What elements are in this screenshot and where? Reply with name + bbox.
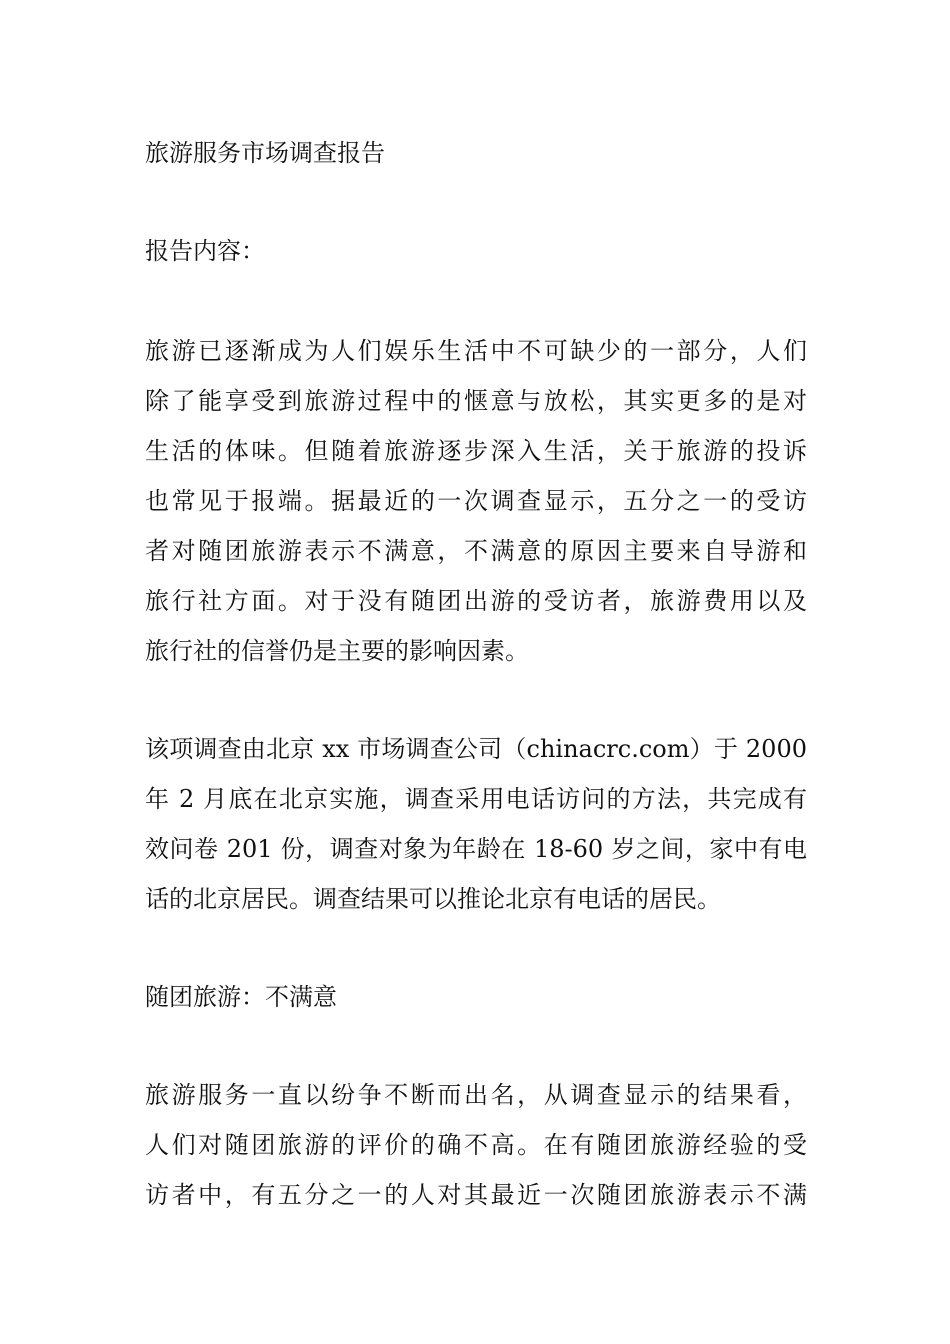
paragraph-line: 也常见于报端。据最近的一次调查显示，五分之一的受访 [145, 487, 807, 515]
paragraph-intro [145, 326, 807, 676]
paragraph-line: 人们对随团旅游的评价的确不高。在有随团旅游经验的受 [145, 1131, 807, 1159]
paragraph-line: 除了能享受到旅游过程中的惬意与放松，其实更多的是对 [145, 387, 807, 415]
paragraph-line: 话的北京居民。调查结果可以推论北京有电话的居民。 [145, 885, 721, 913]
paragraph-line: 访者中，有五分之一的人对其最近一次随团旅游表示不满 [145, 1181, 807, 1209]
paragraph-line: 该项调查由北京 xx 市场调查公司（chinacrc.com）于 2000 [145, 735, 807, 763]
document-body [145, 128, 807, 1220]
paragraph-survey-method [145, 724, 807, 924]
paragraph-line: 旅游已逐渐成为人们娱乐生活中不可缺少的一部分，人们 [145, 337, 807, 365]
section-heading: 随团旅游：不满意 [145, 983, 337, 1011]
paragraph-line: 年 2 月底在北京实施，调查采用电话访问的方法，共完成有 [145, 785, 807, 813]
paragraph-line: 旅行社方面。对于没有随团出游的受访者，旅游费用以及 [145, 587, 807, 615]
paragraph-line: 旅行社的信誉仍是主要的影响因素。 [145, 637, 529, 665]
paragraph-line: 效问卷 201 份，调查对象为年龄在 18-60 岁之间，家中有电 [145, 835, 807, 863]
paragraph-tour-dissatisfaction [145, 1070, 807, 1220]
report-content-heading: 报告内容： [145, 237, 265, 265]
paragraph-line: 旅游服务一直以纷争不断而出名，从调查显示的结果看， [145, 1081, 807, 1109]
paragraph-line: 者对随团旅游表示不满意，不满意的原因主要来自导游和 [145, 537, 807, 565]
paragraph-line: 生活的体味。但随着旅游逐步深入生活，关于旅游的投诉 [145, 437, 807, 465]
document-title: 旅游服务市场调查报告 [145, 139, 385, 167]
